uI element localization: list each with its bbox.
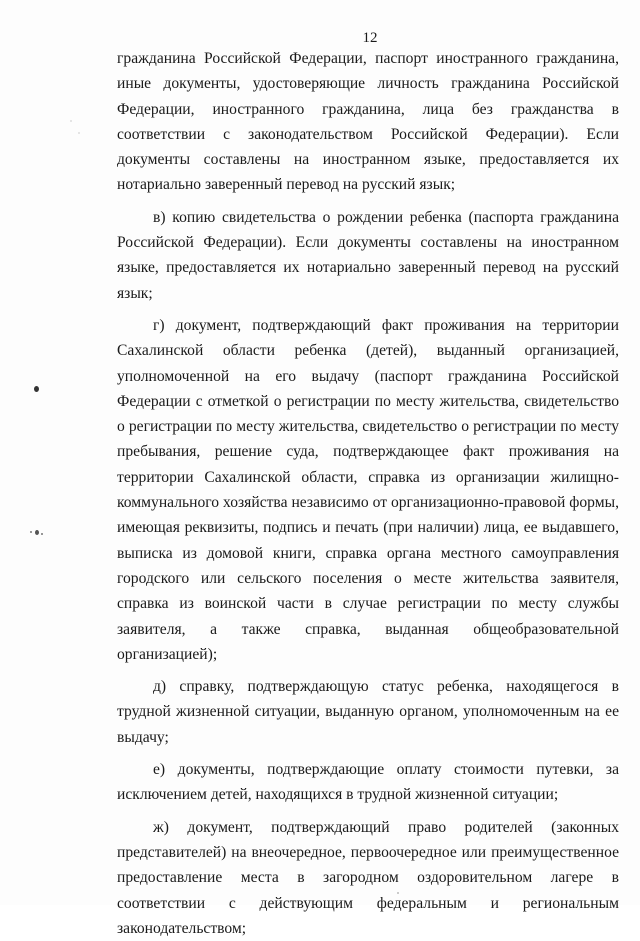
scan-dot-mark [397, 892, 399, 894]
paragraph-item-zh: ж) документ, подтверждающий право родителей (законных представителей) на внеочередное, первоочередное или преимущественное предоставление места в загородном оздоровительном лагере в соответствии с действующим федеральным и региональным законодательством; [117, 818, 619, 937]
paragraph-item-v: в) копию свидетельства о рождении ребенка (паспорта гражданина Российской Федерации). Если документы составлены на иностранном языке, предоставляется их нотариально заверенный перевод на русский язык; [117, 208, 619, 302]
scan-dot-mark [30, 531, 32, 533]
paragraph-item-e: е) документы, подтверждающие оплату стоимости путевки, за исключением детей, находящихся в трудной жизненной ситуации; [117, 761, 619, 804]
scan-dot-mark [41, 533, 43, 535]
scan-dot-mark [70, 120, 72, 122]
page-number: 12 [362, 30, 378, 46]
document-body [117, 46, 619, 941]
scan-dot-mark [34, 386, 39, 392]
paragraph-continuation: гражданина Российской Федерации, паспорт иностранного гражданина, иные документы, удостоверяющие личность гражданина Российской Федерации, иностранного гражданина, лица без гражданства в соответствии с законодательством Российской Федерации). Если документы составлены на иностранном языке, предоставляется их нотариально заверенный перевод на русский язык; [117, 50, 619, 194]
scan-dot-mark [35, 530, 39, 535]
paragraph-item-d: д) справку, подтверждающую статус ребенка, находящегося в трудной жизненной ситуации, выданную органом, уполномоченным на ее выдачу; [117, 678, 619, 746]
paragraph-item-g: г) документ, подтверждающий факт проживания на территории Сахалинской области ребенка (детей), выданный организацией, уполномоченной на его выдачу (паспорт гражданина Российской Федерации с отметкой о регистрации по месту жительства, свидетельство о регистрации по месту жительства, свидетельство о регистрации по месту пребывания, решение суда, подтверждающее факт проживания на территории Сахалинской области, справка из организации жилищно-коммунального хозяйства независимо от организационно-правовой формы, имеющая реквизиты, подпись и печать (при наличии) лица, ее выдавшего, выписка из домовой книги, справка органа местного самоуправления городского или сельского поселения о месте жительства заявителя, справка из воинской части в случае регистрации по месту службы заявителя, а также справка, выданная общеобразовательной организацией); [117, 316, 619, 663]
scan-dot-mark [78, 132, 80, 134]
